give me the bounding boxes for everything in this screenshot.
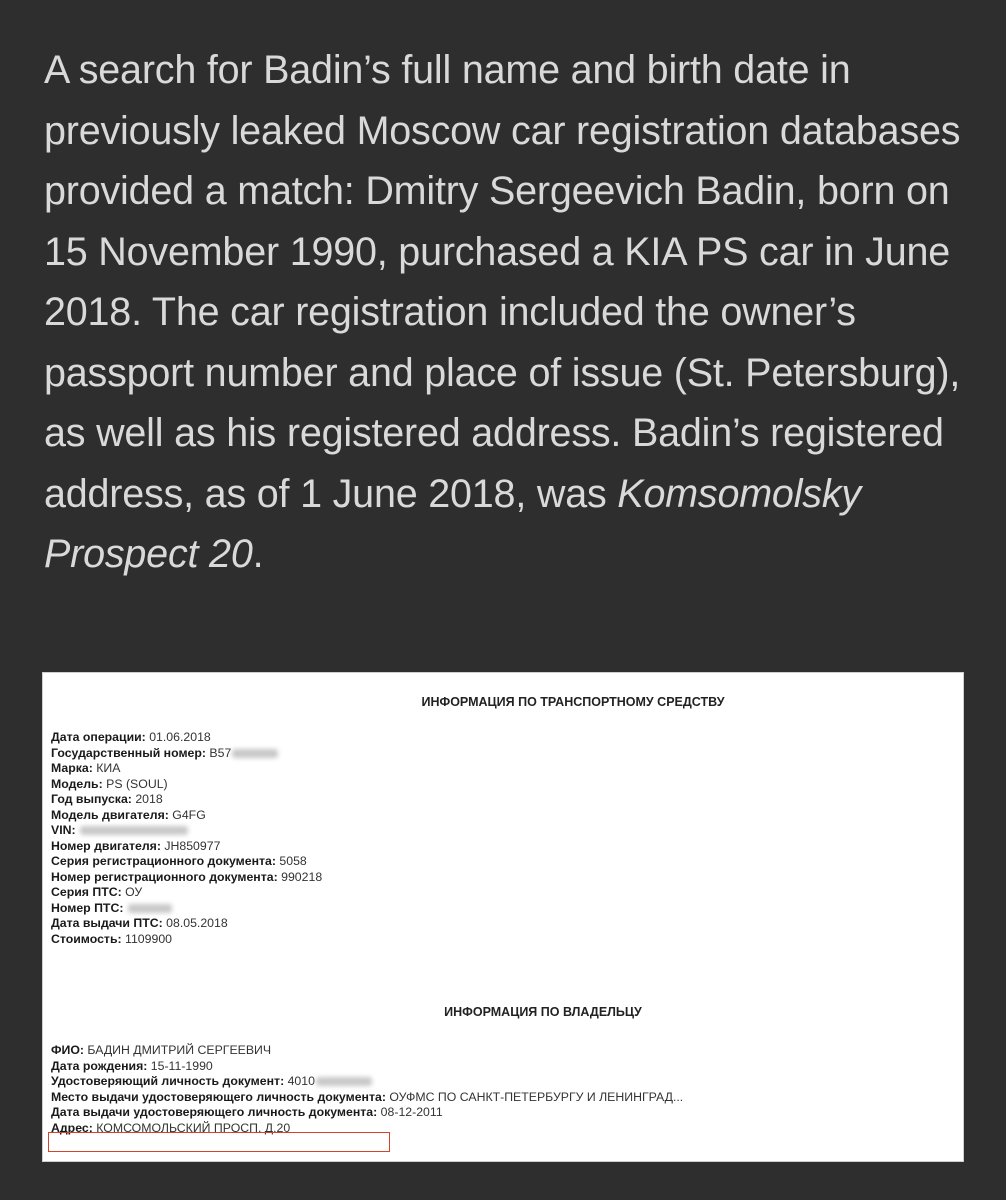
field-engine-model: Модель двигателя: G4FG [51, 807, 206, 822]
field-model: Модель: PS (SOUL) [51, 776, 168, 791]
vehicle-info-heading: ИНФОРМАЦИЯ ПО ТРАНСПОРТНОМУ СРЕДСТВУ [421, 695, 725, 709]
vehicle-field-list [51, 730, 322, 947]
field-birth-date: Дата рождения: 15-11-1990 [51, 1058, 213, 1073]
field-year: Год выпуска: 2018 [51, 792, 163, 806]
field-plate-number: Государственный номер: B57 [51, 746, 322, 762]
article-paragraph [44, 40, 984, 585]
field-vin: VIN: [51, 823, 322, 839]
field-address: Адрес: КОМСОМОЛЬСКИЙ ПРОСП. Д.20 [51, 1120, 291, 1135]
field-id-issue-date: Дата выдачи удостоверяющего личность документа: 08-12-2011 [51, 1105, 443, 1119]
field-pts-series: Серия ПТС: ОУ [51, 885, 143, 899]
paragraph-address-emphasis: Komsomolsky Prospect 20 [44, 471, 861, 576]
field-pts-issue-date: Дата выдачи ПТС: 08.05.2018 [51, 916, 228, 930]
redacted-plate [232, 749, 278, 758]
field-reg-doc-number: Номер регистрационного документа: 990218 [51, 869, 323, 884]
registration-document-screenshot [42, 672, 964, 1162]
field-make: Марка: КИА [51, 761, 121, 775]
redacted-id-number [316, 1077, 372, 1086]
field-id-issue-place: Место выдачи удостоверяющего личность документа: ОУФМС ПО САНКТ-ПЕТЕРБУРГУ И ЛЕНИНГРАД... [51, 1089, 684, 1104]
address-highlight-box [48, 1132, 390, 1152]
field-cost: Стоимость: 1109900 [51, 931, 173, 946]
field-id-document: Удостоверяющий личность документ: 4010 [51, 1074, 683, 1090]
paragraph-end: . [252, 532, 264, 576]
field-reg-doc-series: Серия регистрационного документа: 5058 [51, 854, 307, 868]
owner-info-heading: ИНФОРМАЦИЯ ПО ВЛАДЕЛЬЦУ [444, 1005, 642, 1019]
paragraph-lead-text: A search for Badin’s full name and birth date in previously leaked Moscow car registration databases provided a match: Dmitry Sergeevich Badin, born on 15 November 1990, purchased a KIA PS car in June 2018. The car registration included the owner’s passport number and place of issue (St. Petersburg), as well as his registered address. Badin’s registered address, as of 1 June 2018, was [44, 48, 961, 516]
redacted-vin [80, 826, 188, 835]
owner-field-list [51, 1043, 683, 1136]
field-engine-number: Номер двигателя: JH850977 [51, 838, 221, 853]
field-full-name: ФИО: БАДИН ДМИТРИЙ СЕРГЕЕВИЧ [51, 1043, 272, 1057]
field-operation-date: Дата операции: 01.06.2018 [51, 730, 211, 744]
redacted-pts-number [128, 904, 172, 913]
field-pts-number: Номер ПТС: [51, 901, 322, 917]
